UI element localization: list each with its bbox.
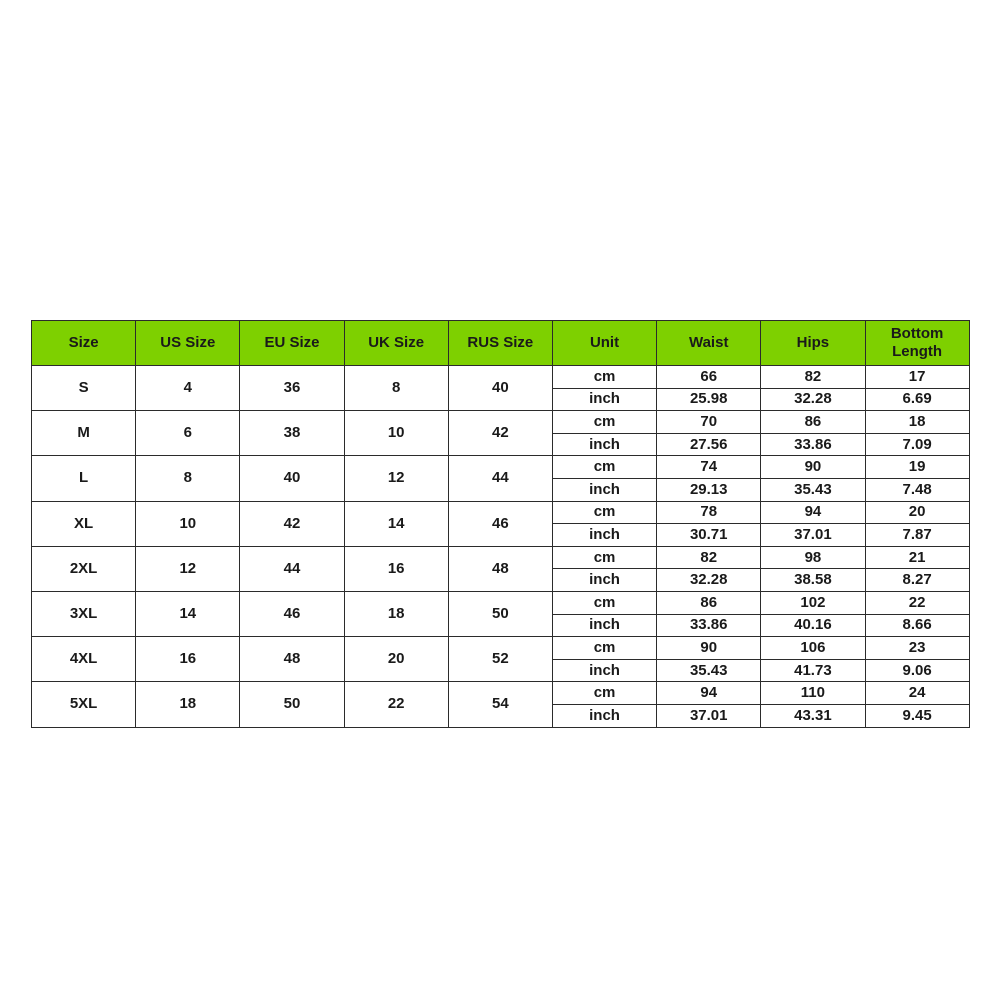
- size-cell: M: [32, 411, 136, 456]
- eu-size-cell: 44: [240, 546, 344, 591]
- header-rus-size: RUS Size: [448, 321, 552, 366]
- table-row: [32, 411, 970, 434]
- us-size-cell: 12: [136, 546, 240, 591]
- size-chart-header: [32, 321, 970, 366]
- unit-cell: cm: [552, 591, 656, 614]
- waist-cell: 37.01: [657, 704, 761, 727]
- uk-size-cell: 16: [344, 546, 448, 591]
- size-chart-table: [31, 320, 970, 728]
- waist-cell: 27.56: [657, 433, 761, 456]
- us-size-cell: 10: [136, 501, 240, 546]
- waist-cell: 70: [657, 411, 761, 434]
- hips-cell: 90: [761, 456, 865, 479]
- us-size-cell: 4: [136, 366, 240, 411]
- hips-cell: 106: [761, 637, 865, 660]
- uk-size-cell: 10: [344, 411, 448, 456]
- unit-cell: inch: [552, 433, 656, 456]
- waist-cell: 78: [657, 501, 761, 524]
- size-cell: 2XL: [32, 546, 136, 591]
- table-row: [32, 366, 970, 389]
- waist-cell: 25.98: [657, 388, 761, 411]
- header-uk-size: UK Size: [344, 321, 448, 366]
- unit-cell: cm: [552, 411, 656, 434]
- hips-cell: 38.58: [761, 569, 865, 592]
- hips-cell: 43.31: [761, 704, 865, 727]
- us-size-cell: 8: [136, 456, 240, 501]
- rus-size-cell: 46: [448, 501, 552, 546]
- hips-cell: 35.43: [761, 478, 865, 501]
- bottom-length-cell: 9.45: [865, 704, 969, 727]
- hips-cell: 41.73: [761, 659, 865, 682]
- size-cell: XL: [32, 501, 136, 546]
- rus-size-cell: 50: [448, 591, 552, 636]
- unit-cell: inch: [552, 569, 656, 592]
- rus-size-cell: 48: [448, 546, 552, 591]
- eu-size-cell: 48: [240, 637, 344, 682]
- hips-cell: 40.16: [761, 614, 865, 637]
- hips-cell: 102: [761, 591, 865, 614]
- bottom-length-cell: 8.27: [865, 569, 969, 592]
- waist-cell: 33.86: [657, 614, 761, 637]
- unit-cell: cm: [552, 501, 656, 524]
- waist-cell: 86: [657, 591, 761, 614]
- bottom-length-cell: 22: [865, 591, 969, 614]
- table-row: [32, 682, 970, 705]
- rus-size-cell: 44: [448, 456, 552, 501]
- uk-size-cell: 22: [344, 682, 448, 727]
- header-hips: Hips: [761, 321, 865, 366]
- bottom-length-cell: 17: [865, 366, 969, 389]
- uk-size-cell: 12: [344, 456, 448, 501]
- size-cell: S: [32, 366, 136, 411]
- eu-size-cell: 38: [240, 411, 344, 456]
- hips-cell: 33.86: [761, 433, 865, 456]
- hips-cell: 32.28: [761, 388, 865, 411]
- waist-cell: 74: [657, 456, 761, 479]
- table-row: [32, 456, 970, 479]
- waist-cell: 82: [657, 546, 761, 569]
- uk-size-cell: 20: [344, 637, 448, 682]
- size-cell: 4XL: [32, 637, 136, 682]
- header-bottom-length: Bottom Length: [865, 321, 969, 366]
- bottom-length-cell: 6.69: [865, 388, 969, 411]
- bottom-length-cell: 24: [865, 682, 969, 705]
- hips-cell: 82: [761, 366, 865, 389]
- table-row: [32, 637, 970, 660]
- waist-cell: 29.13: [657, 478, 761, 501]
- bottom-length-cell: 20: [865, 501, 969, 524]
- unit-cell: inch: [552, 659, 656, 682]
- bottom-length-cell: 7.48: [865, 478, 969, 501]
- unit-cell: cm: [552, 366, 656, 389]
- size-cell: 5XL: [32, 682, 136, 727]
- header-waist: Waist: [657, 321, 761, 366]
- hips-cell: 94: [761, 501, 865, 524]
- unit-cell: inch: [552, 704, 656, 727]
- bottom-length-cell: 9.06: [865, 659, 969, 682]
- table-row: [32, 591, 970, 614]
- header-unit: Unit: [552, 321, 656, 366]
- us-size-cell: 16: [136, 637, 240, 682]
- eu-size-cell: 42: [240, 501, 344, 546]
- header-size: Size: [32, 321, 136, 366]
- unit-cell: inch: [552, 478, 656, 501]
- header-row: [32, 321, 970, 366]
- unit-cell: cm: [552, 546, 656, 569]
- waist-cell: 32.28: [657, 569, 761, 592]
- uk-size-cell: 8: [344, 366, 448, 411]
- hips-cell: 98: [761, 546, 865, 569]
- unit-cell: cm: [552, 637, 656, 660]
- uk-size-cell: 18: [344, 591, 448, 636]
- size-cell: L: [32, 456, 136, 501]
- bottom-length-cell: 18: [865, 411, 969, 434]
- header-eu-size: EU Size: [240, 321, 344, 366]
- rus-size-cell: 42: [448, 411, 552, 456]
- waist-cell: 66: [657, 366, 761, 389]
- rus-size-cell: 40: [448, 366, 552, 411]
- bottom-length-cell: 7.87: [865, 524, 969, 547]
- us-size-cell: 6: [136, 411, 240, 456]
- hips-cell: 37.01: [761, 524, 865, 547]
- eu-size-cell: 46: [240, 591, 344, 636]
- uk-size-cell: 14: [344, 501, 448, 546]
- eu-size-cell: 40: [240, 456, 344, 501]
- us-size-cell: 14: [136, 591, 240, 636]
- bottom-length-cell: 19: [865, 456, 969, 479]
- waist-cell: 35.43: [657, 659, 761, 682]
- header-us-size: US Size: [136, 321, 240, 366]
- waist-cell: 90: [657, 637, 761, 660]
- waist-cell: 30.71: [657, 524, 761, 547]
- table-row: [32, 501, 970, 524]
- unit-cell: cm: [552, 682, 656, 705]
- eu-size-cell: 36: [240, 366, 344, 411]
- us-size-cell: 18: [136, 682, 240, 727]
- bottom-length-cell: 7.09: [865, 433, 969, 456]
- eu-size-cell: 50: [240, 682, 344, 727]
- unit-cell: inch: [552, 388, 656, 411]
- rus-size-cell: 52: [448, 637, 552, 682]
- size-cell: 3XL: [32, 591, 136, 636]
- bottom-length-cell: 8.66: [865, 614, 969, 637]
- bottom-length-cell: 21: [865, 546, 969, 569]
- hips-cell: 86: [761, 411, 865, 434]
- unit-cell: inch: [552, 614, 656, 637]
- bottom-length-cell: 23: [865, 637, 969, 660]
- size-chart-body: [32, 366, 970, 728]
- unit-cell: cm: [552, 456, 656, 479]
- unit-cell: inch: [552, 524, 656, 547]
- waist-cell: 94: [657, 682, 761, 705]
- table-row: [32, 546, 970, 569]
- hips-cell: 110: [761, 682, 865, 705]
- rus-size-cell: 54: [448, 682, 552, 727]
